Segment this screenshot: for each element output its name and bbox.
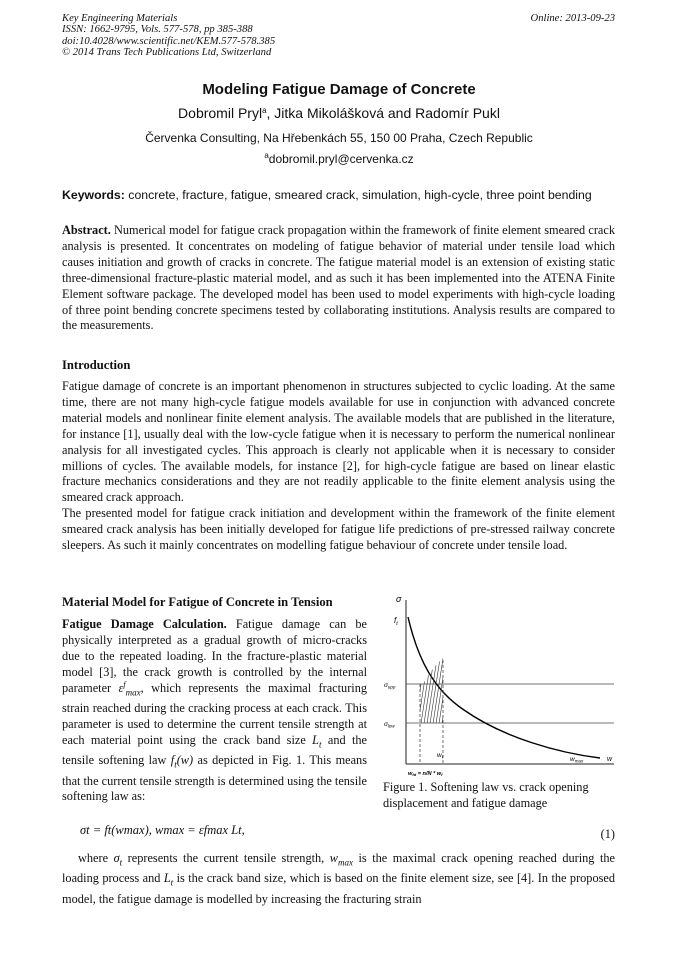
author-email xyxy=(0,152,678,166)
equation-1: σt = ft(wmax), wmax = εfmax Lt, xyxy=(80,823,245,837)
fd-text-2: , which represents the maximal fracturing strain reached during the cracking process at each crack. This parameter is used to determine the current tensile strength at each material point using the crack band size xyxy=(62,680,367,747)
journal-doi: doi:10.4028/www.scientific.net/KEM.577-578.385 xyxy=(62,35,276,47)
w-axis-label: w xyxy=(607,756,613,763)
ft-label: $f_t$ xyxy=(394,616,398,627)
fp-text-4: is the crack band size, which is based on the finite element size, see [4]. In the proposed model, the fatigue damage is modelled by increasing the fracturing strain xyxy=(62,871,615,906)
author-first-sup: a xyxy=(262,106,267,115)
fp-s2: w xyxy=(329,851,338,865)
fp-s3: L xyxy=(163,871,171,886)
epsilon-symbol xyxy=(118,679,141,698)
abstract-text: Numerical model for fatigue crack propagation within the framework of finite element smeared crack analysis is presented. It concentrates on modeling of fatigue behavior of material under tensile load which causes initiation and growth of cracks in concrete. The fatigue material model is an extension of existing static three-dimensional fracture-plastic material model, and as such it has been implemented into the ATENA Finite Element software package. The developed model has been used to model experiments with high-cycle loading of three point bending concrete specimens tested by collaborating institutions. Analysis results are compared to the measurements. xyxy=(62,223,615,333)
email-address: dobromil.pryl@cervenka.cz xyxy=(268,152,414,166)
author-first: Dobromil Pryl xyxy=(178,105,263,121)
fp-text-2: represents the current tensile strength, xyxy=(122,851,330,865)
paper-title: Modeling Fatigue Damage of Concrete xyxy=(202,81,476,98)
journal-copyright: © 2014 Trans Tech Publications Ltd, Switzerland xyxy=(62,47,272,59)
fatigue-damage-label: Fatigue Damage Calculation. xyxy=(62,617,227,631)
crack-band-symbol xyxy=(312,732,322,750)
wf-label: $w_f$ xyxy=(437,752,443,760)
fd-text-3: and the tensile softening law xyxy=(62,732,367,768)
figure-caption: Figure 1. Softening law vs. crack opening displacement and fatigue damage xyxy=(383,780,589,810)
sigma-axis-label: σ xyxy=(396,594,402,604)
sigma-low-label: $\sigma_{low}$ xyxy=(384,721,395,729)
fd-eps: ε xyxy=(118,680,124,695)
fd-text-4: as depicted in Fig. 1. This means that the current tensile strength is determined using the tensile softening law as: xyxy=(62,753,367,804)
introduction-body xyxy=(62,379,615,554)
journal-name: Key Engineering Materials xyxy=(62,13,178,24)
abstract-label: Abstract. xyxy=(62,223,111,237)
fd-eps-sup: f xyxy=(123,679,126,689)
wfd-label: $w_{fd} = n/N * w_f$ xyxy=(408,771,443,778)
fp-s2-sub: max xyxy=(337,857,353,868)
fp-text-1: where xyxy=(78,851,114,865)
fp-s1: σ xyxy=(113,851,120,865)
email-sup: a xyxy=(264,151,269,160)
author-list xyxy=(0,105,678,121)
keywords-text: concrete, fracture, fatigue, smeared crack, simulation, high-cycle, three point bending xyxy=(124,188,592,202)
fd-f-sub: t xyxy=(174,759,177,770)
equation-number: (1) xyxy=(600,827,615,841)
softening-law-figure xyxy=(374,590,618,780)
fd-eps-sub: max xyxy=(125,687,141,698)
intro-paragraph-2: The presented model for fatigue crack initiation and development within the framework of the finite element smeared crack analysis has been initially developed for fatigue life predictions of pre-stressed railway concrete sleepers. As such it mainly concentrates on modelling fatigue behaviour of concrete under tensile load. xyxy=(62,506,615,553)
wmax-symbol xyxy=(329,851,353,868)
section-heading-material-model: Material Model for Fatigue of Concrete in Tension xyxy=(62,595,333,609)
sigma-upp-label: $\sigma_{upp}$ xyxy=(384,682,396,690)
softening-curve xyxy=(408,617,600,758)
fp-text-3: is the maximal crack opening reached during the loading process and xyxy=(62,851,615,886)
fd-f: f xyxy=(170,753,175,768)
online-date: Online: 2013-09-23 xyxy=(530,13,615,24)
sigma-t-symbol xyxy=(113,851,123,868)
affiliation: Červenka Consulting, Na Hřebenkách 55, 150 00 Praha, Czech Republic xyxy=(145,131,533,145)
wmax-label: $w_{max}$ xyxy=(570,756,584,764)
intro-paragraph-1: Fatigue damage of concrete is an important phenomenon in structures subjected to cyclic loading. At the same time, there are not many high-cycle fatigue models available for use in conjunction with advanced concrete material models and nonlinear finite element analysis. The available models that are published in the literature, for instance [1], usually deal with the low-cycle fatigue when it is necessary to perform the numerical nonlinear analysis for all investigated cycles. This approach is clearly not applicable when it is necessary to consider millions of cycles. The available models, for instance [2], for high-cycle fatigue are based on linear elastic fracture mechanics considerations and they are not readily applicable to the finite element analysis using the smeared crack approach. xyxy=(62,379,615,505)
fp-s3-sub: t xyxy=(170,877,174,888)
fd-L-sub: t xyxy=(319,739,322,750)
fp-s1-sub: t xyxy=(119,857,123,868)
journal-header xyxy=(62,13,615,59)
equation-explanation-paragraph xyxy=(62,851,615,908)
fatigue-damage-paragraph xyxy=(62,617,367,805)
keywords xyxy=(62,188,615,202)
journal-issn: ISSN: 1662-9795, Vols. 577-578, pp 385-388 xyxy=(62,24,253,36)
softening-law-symbol xyxy=(170,753,194,770)
author-rest: , Jitka Mikolášková and Radomír Pukl xyxy=(266,105,500,121)
section-heading-introduction: Introduction xyxy=(62,358,131,372)
abstract xyxy=(62,223,615,334)
fd-w: (w) xyxy=(176,753,194,768)
keywords-label: Keywords: xyxy=(62,188,125,202)
lt-symbol xyxy=(163,871,174,888)
fd-text-1: Fatigue damage can be physically interpreted as a gradual growth of micro-cracks due to the repeated loading. In the fracture-plastic material model [3], the crack growth is controlled by the internal parameter xyxy=(62,617,367,695)
fd-L: L xyxy=(312,732,319,747)
